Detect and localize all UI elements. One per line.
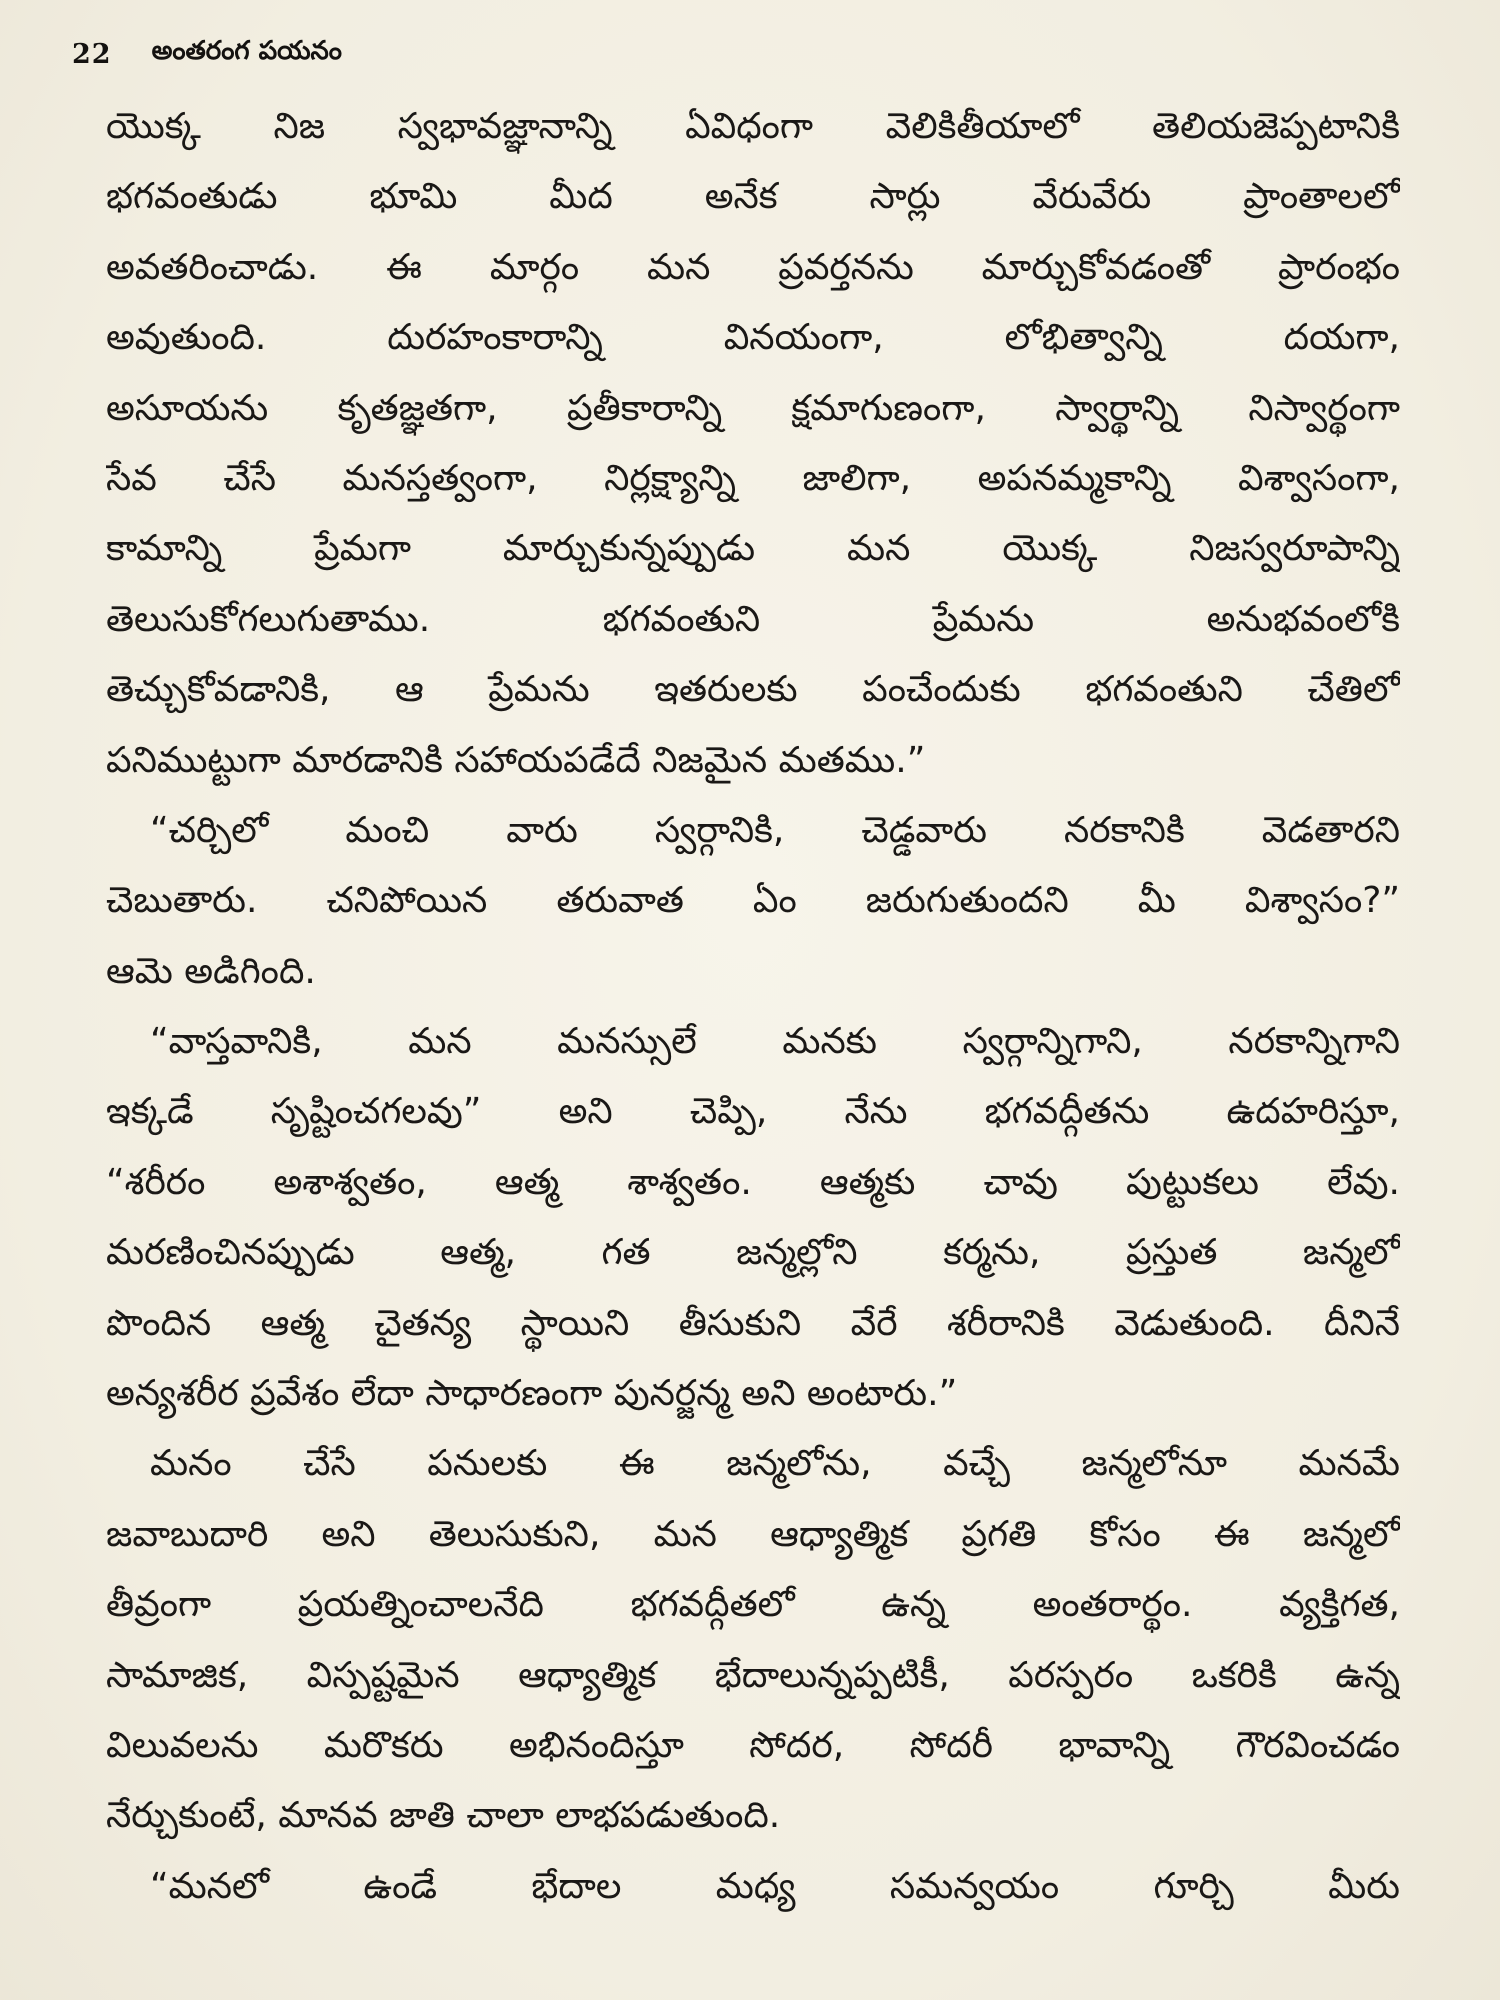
text-line: కామాన్ని ప్రేమగా మార్చుకున్నప్పుడు మన యొక్క నిజస్వరూపాన్ని [106, 528, 1400, 570]
text-line: ఇక్కడే సృష్టించగలవు” అని చెప్పి, నేను భగవద్గీతను ఉదహరిస్తూ, [106, 1091, 1400, 1133]
text-line: మనం చేసే పనులకు ఈ జన్మలోను, వచ్చే జన్మలోనూ మనమే [150, 1443, 1400, 1485]
text-line: ఆమె అడిగింది. [106, 950, 316, 992]
text-line: భగవంతుడు భూమి మీద అనేక సార్లు వేరువేరు ప్రాంతాలలో [106, 176, 1400, 218]
text-line: “మనలో ఉండే భేదాల మధ్య సమన్వయం గూర్చి మీరు [150, 1865, 1400, 1907]
text-line: జవాబుదారి అని తెలుసుకుని, మన ఆధ్యాత్మిక ప్రగతి కోసం ఈ జన్మలో [106, 1513, 1400, 1555]
text-line: అన్యశరీర ప్రవేశం లేదా సాధారణంగా పునర్జన్మ అని అంటారు.” [106, 1373, 958, 1415]
text-line: సామాజిక, విస్పష్టమైన ఆధ్యాత్మిక భేదాలున్నప్పటికీ, పరస్పరం ఒకరికి ఉన్న [106, 1654, 1400, 1696]
text-line: “శరీరం అశాశ్వతం, ఆత్మ శాశ్వతం. ఆత్మకు చావు పుట్టుకలు లేవు. [106, 1161, 1400, 1203]
body-text [106, 92, 1400, 1922]
text-line: తీవ్రంగా ప్రయత్నించాలనేది భగవద్గీతలో ఉన్న అంతరార్థం. వ్యక్తిగత, [106, 1584, 1400, 1626]
text-line: యొక్క నిజ స్వభావజ్ఞానాన్ని ఏవిధంగా వెలికితీయాలో తెలియజెప్పటానికి [106, 106, 1400, 147]
text-line: సేవ చేసే మనస్తత్వంగా, నిర్లక్ష్యాన్ని జాలిగా, అపనమ్మకాన్ని విశ్వాసంగా, [106, 457, 1400, 499]
text-line: నేర్చుకుంటే, మానవ జాతి చాలా లాభపడుతుంది. [106, 1795, 781, 1837]
text-line: “చర్చిలో మంచి వారు స్వర్గానికి, చెడ్డవారు నరకానికి వెడతారని [150, 809, 1400, 851]
text-line: పనిముట్టుగా మారడానికి సహాయపడేదే నిజమైన మతము.” [106, 739, 926, 781]
text-line: విలువలను మరొకరు అభినందిస్తూ సోదర, సోదరీ భావాన్ని గౌరవించడం [106, 1724, 1400, 1766]
book-title: అంతరంగ పయనం [151, 36, 342, 66]
text-line: చెబుతారు. చనిపోయిన తరువాత ఏం జరుగుతుందని మీ విశ్వాసం?” [106, 880, 1400, 922]
text-line: మరణించినప్పుడు ఆత్మ, గత జన్మల్లోని కర్మను, ప్రస్తుత జన్మలో [106, 1232, 1400, 1274]
text-line: పొందిన ఆత్మ చైతన్య స్థాయిని తీసుకుని వేరే శరీరానికి వెడుతుంది. దీనినే [106, 1302, 1400, 1344]
page-number: 22 [72, 38, 112, 70]
running-header [72, 34, 342, 74]
text-line: అవుతుంది. దురహంకారాన్ని వినయంగా, లోభిత్వాన్ని దయగా, [106, 317, 1400, 359]
text-line: తెచ్చుకోవడానికి, ఆ ప్రేమను ఇతరులకు పంచేందుకు భగవంతుని చేతిలో [106, 669, 1400, 711]
text-line: తెలుసుకోగలుగుతాము. భగవంతుని ప్రేమను అనుభవంలోకి [106, 598, 1400, 640]
text-line: అసూయను కృతజ్ఞతగా, ప్రతీకారాన్ని క్షమాగుణంగా, స్వార్థాన్ని నిస్వార్థంగా [106, 387, 1400, 429]
text-line: అవతరించాడు. ఈ మార్గం మన ప్రవర్తనను మార్చుకోవడంతో ప్రారంభం [106, 246, 1400, 288]
text-line: “వాస్తవానికి, మన మనస్సులే మనకు స్వర్గాన్నిగాని, నరకాన్నిగాని [150, 1021, 1400, 1063]
